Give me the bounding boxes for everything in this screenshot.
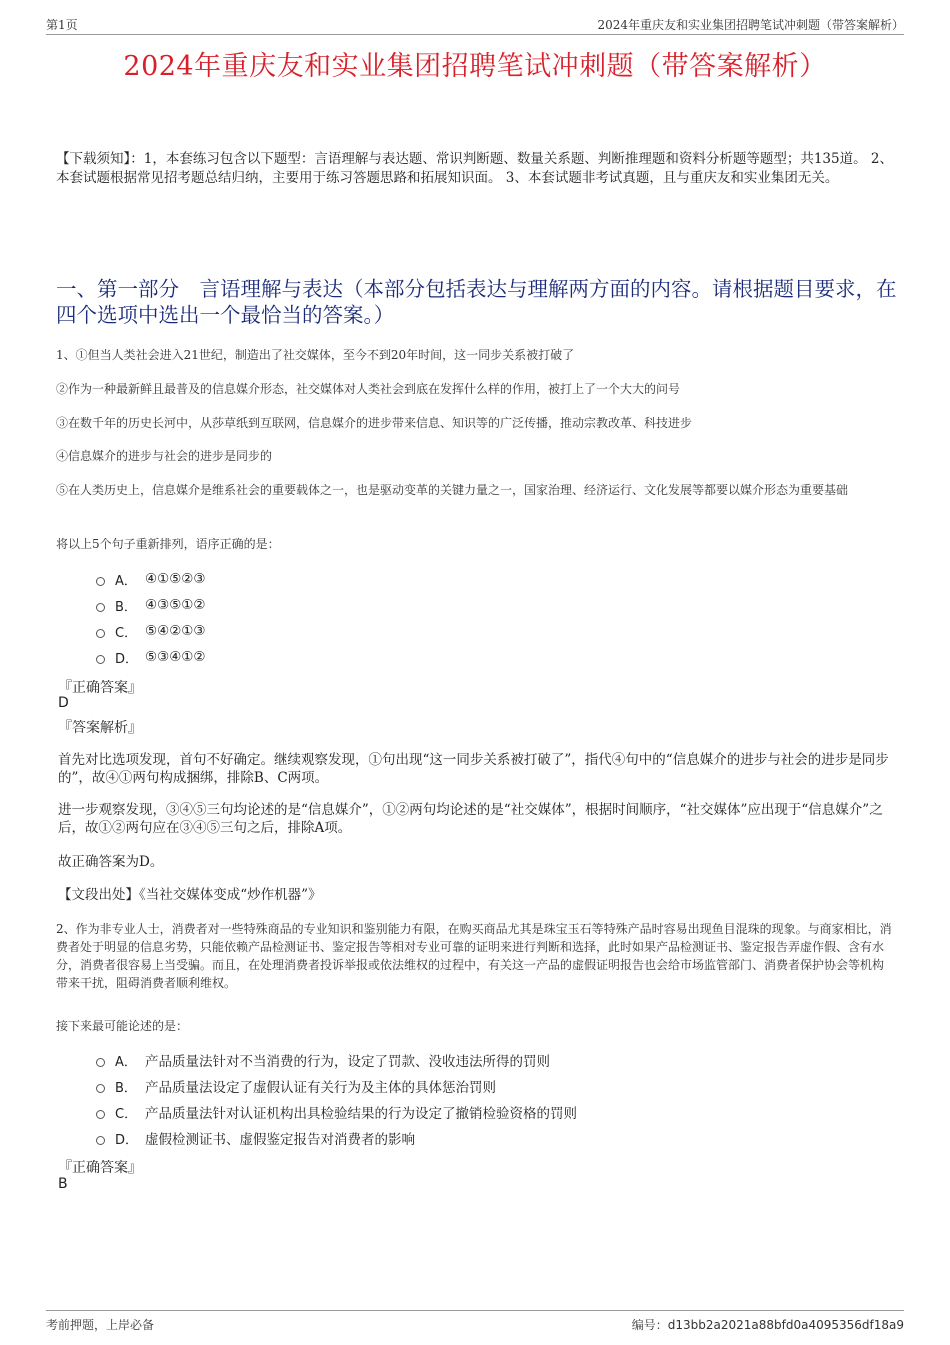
- download-notice: 【下载须知】：1，本套练习包含以下题型：言语理解与表达题、常识判断题、数量关系题、判断推理题和资料分析题等题型；共135道。 2、本套试题根据常见招考题总结归纳，主要用于练习答题思路和拓展知识面。 3、本套试题非考试真题，且与重庆友和实业集团无关。: [56, 151, 893, 186]
- radio-icon[interactable]: [96, 603, 105, 612]
- q1-answer-label: 『正确答案』: [58, 680, 142, 696]
- q1-option-a[interactable]: A． ④①⑤②③: [96, 566, 206, 592]
- q2-option-c[interactable]: C． 产品质量法针对认证机构出具检验结果的行为设定了撤销检验资格的罚则: [96, 1099, 577, 1125]
- q1-analysis-2: 进一步观察发现，③④⑤三句均论述的是“信息媒介”，①②两句均论述的是“社交媒体”，根据时间顺序，“社交媒体”应出现于“信息媒介”之后，故①②两句应在③④⑤三句之后，排除A项。: [58, 802, 883, 836]
- q1-source: 【文段出处】《当社交媒体变成“炒作机器”》: [58, 887, 322, 903]
- page-footer: [46, 1310, 904, 1335]
- q1-analysis-label: 『答案解析』: [58, 720, 142, 736]
- q2-stem: 2、作为非专业人士，消费者对一些特殊商品的专业知识和鉴别能力有限，在购买商品尤其是珠宝玉石等特殊产品时容易出现鱼目混珠的现象。与商家相比，消费者处于明显的信息劣势，只能依赖产品检测证书、鉴定报告等相对专业可靠的证明来进行判断和选择，此时如果产品检测证书、鉴定报告弄虚作假、含有水分，消费者很容易上当受骗。而且，在处理消费者投诉举报或依法维权的过程中，有关这一产品的虚假证明报告也会给市场监管部门、消费者保护协会等机构带来干扰，阻碍消费者顺利维权。: [56, 922, 892, 990]
- footer-slogan: 考前押题，上岸必备: [46, 1318, 155, 1332]
- q2-answer-label: 『正确答案』: [58, 1160, 142, 1176]
- q1-option-d[interactable]: D． ⑤③④①②: [96, 644, 206, 670]
- q2-answer: B: [58, 1176, 68, 1192]
- page-header: [46, 14, 904, 35]
- section-title: 一、第一部分 言语理解与表达（本部分包括表达与理解两方面的内容。请根据题目要求，在四个选项中选出一个最恰当的答案。）: [56, 277, 897, 327]
- q1-sentence-3: ③在数千年的历史长河中，从莎草纸到互联网，信息媒介的进步带来信息、知识等的广泛传播，推动宗教改革、科技进步: [56, 416, 693, 430]
- header-doc-title: 2024年重庆友和实业集团招聘笔试冲刺题（带答案解析）: [597, 18, 904, 32]
- radio-icon[interactable]: [96, 1084, 105, 1093]
- q1-analysis-3: 故正确答案为D。: [58, 854, 164, 870]
- footer-code: 编号：d13bb2a2021a88bfd0a4095356df18a9: [631, 1318, 904, 1332]
- radio-icon[interactable]: [96, 1110, 105, 1119]
- q2-option-a[interactable]: A． 产品质量法针对不当消费的行为，设定了罚款、没收违法所得的罚则: [96, 1047, 577, 1073]
- radio-icon[interactable]: [96, 1058, 105, 1067]
- q1-sentence-1: 1、①但当人类社会进入21世纪，制造出了社交媒体，至今不到20年时间，这一同步关系被打破了: [56, 348, 575, 362]
- page-number: 第1页: [46, 18, 78, 32]
- page-title: 2024年重庆友和实业集团招聘笔试冲刺题（带答案解析）: [123, 51, 827, 82]
- radio-icon[interactable]: [96, 655, 105, 664]
- radio-icon[interactable]: [96, 629, 105, 638]
- radio-icon[interactable]: [96, 577, 105, 586]
- q1-sentence-2: ②作为一种最新鲜且最普及的信息媒介形态，社交媒体对人类社会到底在发挥什么样的作用，被打上了一个大大的问号: [56, 382, 681, 396]
- q1-sentence-5: ⑤在人类历史上，信息媒介是维系社会的重要载体之一，也是驱动变革的关键力量之一，国家治理、经济运行、文化发展等都要以媒介形态为重要基础: [56, 483, 849, 497]
- q1-analysis-1: 首先对比选项发现，首句不好确定。继续观察发现，①句出现“这一同步关系被打破了”，指代④句中的“信息媒介的进步与社会的进步是同步的”，故④①两句构成捆绑，排除B、C两项。: [58, 752, 889, 786]
- q2-option-b[interactable]: B． 产品质量法设定了虚假认证有关行为及主体的具体惩治罚则: [96, 1073, 577, 1099]
- q1-option-c[interactable]: C． ⑤④②①③: [96, 618, 206, 644]
- q2-prompt: 接下来最可能论述的是：: [56, 1019, 189, 1033]
- q1-sentence-4: ④信息媒介的进步与社会的进步是同步的: [56, 449, 273, 463]
- q2-option-d[interactable]: D． 虚假检测证书、虚假鉴定报告对消费者的影响: [96, 1125, 577, 1151]
- radio-icon[interactable]: [96, 1136, 105, 1145]
- q1-options: [96, 566, 206, 670]
- q1-option-b[interactable]: B． ④③⑤①②: [96, 592, 206, 618]
- q2-options: [96, 1047, 577, 1151]
- q1-answer: D: [58, 695, 69, 711]
- q1-prompt: 将以上5个句子重新排列，语序正确的是：: [56, 537, 280, 551]
